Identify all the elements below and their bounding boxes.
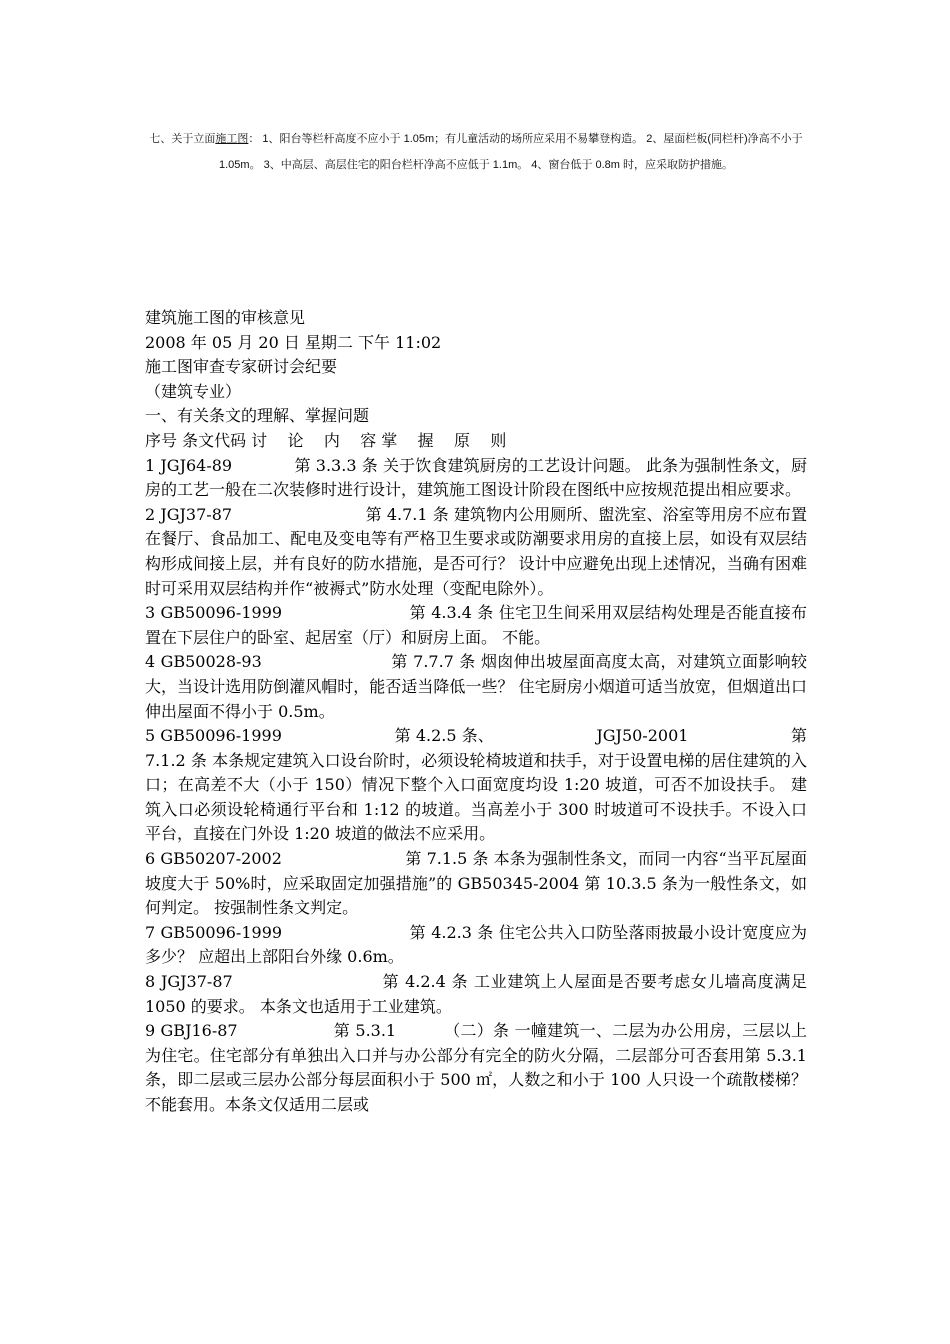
list-item: 3 GB50096-1999 第 4.3.4 条 住宅卫生间采用双层结构处理是否能直接布置在下层住户的卧室、起居室（厅）和厨房上面。 不能。 xyxy=(145,603,807,647)
review-minutes-document xyxy=(145,306,813,1118)
note-body: ： 1、阳台等栏杆高度不应小于 1.05m；有儿童活动的场所应采用不易攀登构造。 2、屋面栏板(同栏杆)净高不小于 1.05m。 3、中高层、高层住宅的阳台栏杆净高不应低于 1.1m。 4、窗台低于 0.8m 时，应采取防护措施。 xyxy=(219,133,803,171)
section-heading: 一、有关条文的理解、掌握问题 xyxy=(145,406,370,426)
document-subtitle: 施工图审查专家研讨会纪要 xyxy=(145,357,338,377)
list-item: 5 GB50096-1999 第 4.2.5 条、 JGJ50-2001 第 7.1.2 条 本条规定建筑入口设台阶时，必须设轮椅坡道和扶手，对于设置电梯的居住建筑的入口；在高差不大（小于 150）情况下整个入口面宽度均设 1:20 坡道，可否不加设扶手。 建筑入口必须设轮椅通行平台和 1:12 的坡道。当高差小于 300 时坡道可不设扶手。不设入口平台，直接在门外设 1:20 坡道的做法不应采用。 xyxy=(145,726,813,844)
list-item: 6 GB50207-2002 第 7.1.5 条 本条为强制性条文，而同一内容“当平瓦屋面坡度大于 50%时，应采取固定加强措施”的 GB50345-2004 第 10.3.5 条为一般性条文，如何判定。 按强制性条文判定。 xyxy=(145,849,807,918)
list-item: 4 GB50028-93 第 7.7.7 条 烟囱伸出坡屋面高度太高，对建筑立面影响较大，当设计选用防倒灌风帽时，能否适当降低一些？ 住宅厨房小烟道可适当放宽，但烟道出口伸出屋面不得小于 0.5m。 xyxy=(145,652,807,721)
list-item: 8 JGJ37-87 第 4.2.4 条 工业建筑上人屋面是否要考虑女儿墙高度满足 1050 的要求。 本条文也适用于工业建筑。 xyxy=(145,972,813,1016)
note-prefix: 七、关于立面 xyxy=(149,133,216,145)
column-headers: 序号 条文代码 讨 论 内 容 掌 握 原 则 xyxy=(145,430,507,450)
note-underlined-term: 施工图 xyxy=(215,133,249,145)
specialty-label: （建筑专业） xyxy=(145,381,242,401)
document-title: 建筑施工图的审核意见 xyxy=(145,308,306,327)
list-item: 9 GBJ16-87 第 5.3.1 （二）条 一幢建筑一、二层为办公用房，三层以上为住宅。住宅部分有单独出入口并与办公部分有完全的防火分隔，二层部分可否套用第 5.3.1 条，即二层或三层办公部分每层面积小于 500 ㎡，人数之和小于 100 人只设一个疏散楼梯？ 不能套用。本条文仅适用二层或 xyxy=(145,1021,813,1114)
list-item: 2 JGJ37-87 第 4.7.1 条 建筑物内公用厕所、盥洗室、浴室等用房不应布置在餐厅、食品加工、配电及变电等有严格卫生要求或防潮要求用房的直接上层，如设有双层结构形成间接上层，并有良好的防水措施，是否可行？ 设计中应避免出现上述情况，当确有困难时可采用双层结构并作“被褥式”防水处理（变配电除外）。 xyxy=(145,504,807,598)
elevation-notes-paragraph xyxy=(140,126,812,178)
list-item: 1 JGJ64-89 第 3.3.3 条 关于饮食建筑厨房的工艺设计问题。 此条为强制性条文，厨房的工艺一般在二次装修时进行设计，建筑施工图设计阶段在图纸中应按规范提出相应要求。 xyxy=(145,455,807,500)
document-datetime: 2008 年 05 月 20 日 星期二 下午 11:02 xyxy=(145,332,442,352)
list-item: 7 GB50096-1999 第 4.2.3 条 住宅公共入口防坠落雨披最小设计宽度应为多少？ 应超出上部阳台外缘 0.6m。 xyxy=(145,922,807,967)
entries-list xyxy=(145,454,813,1118)
